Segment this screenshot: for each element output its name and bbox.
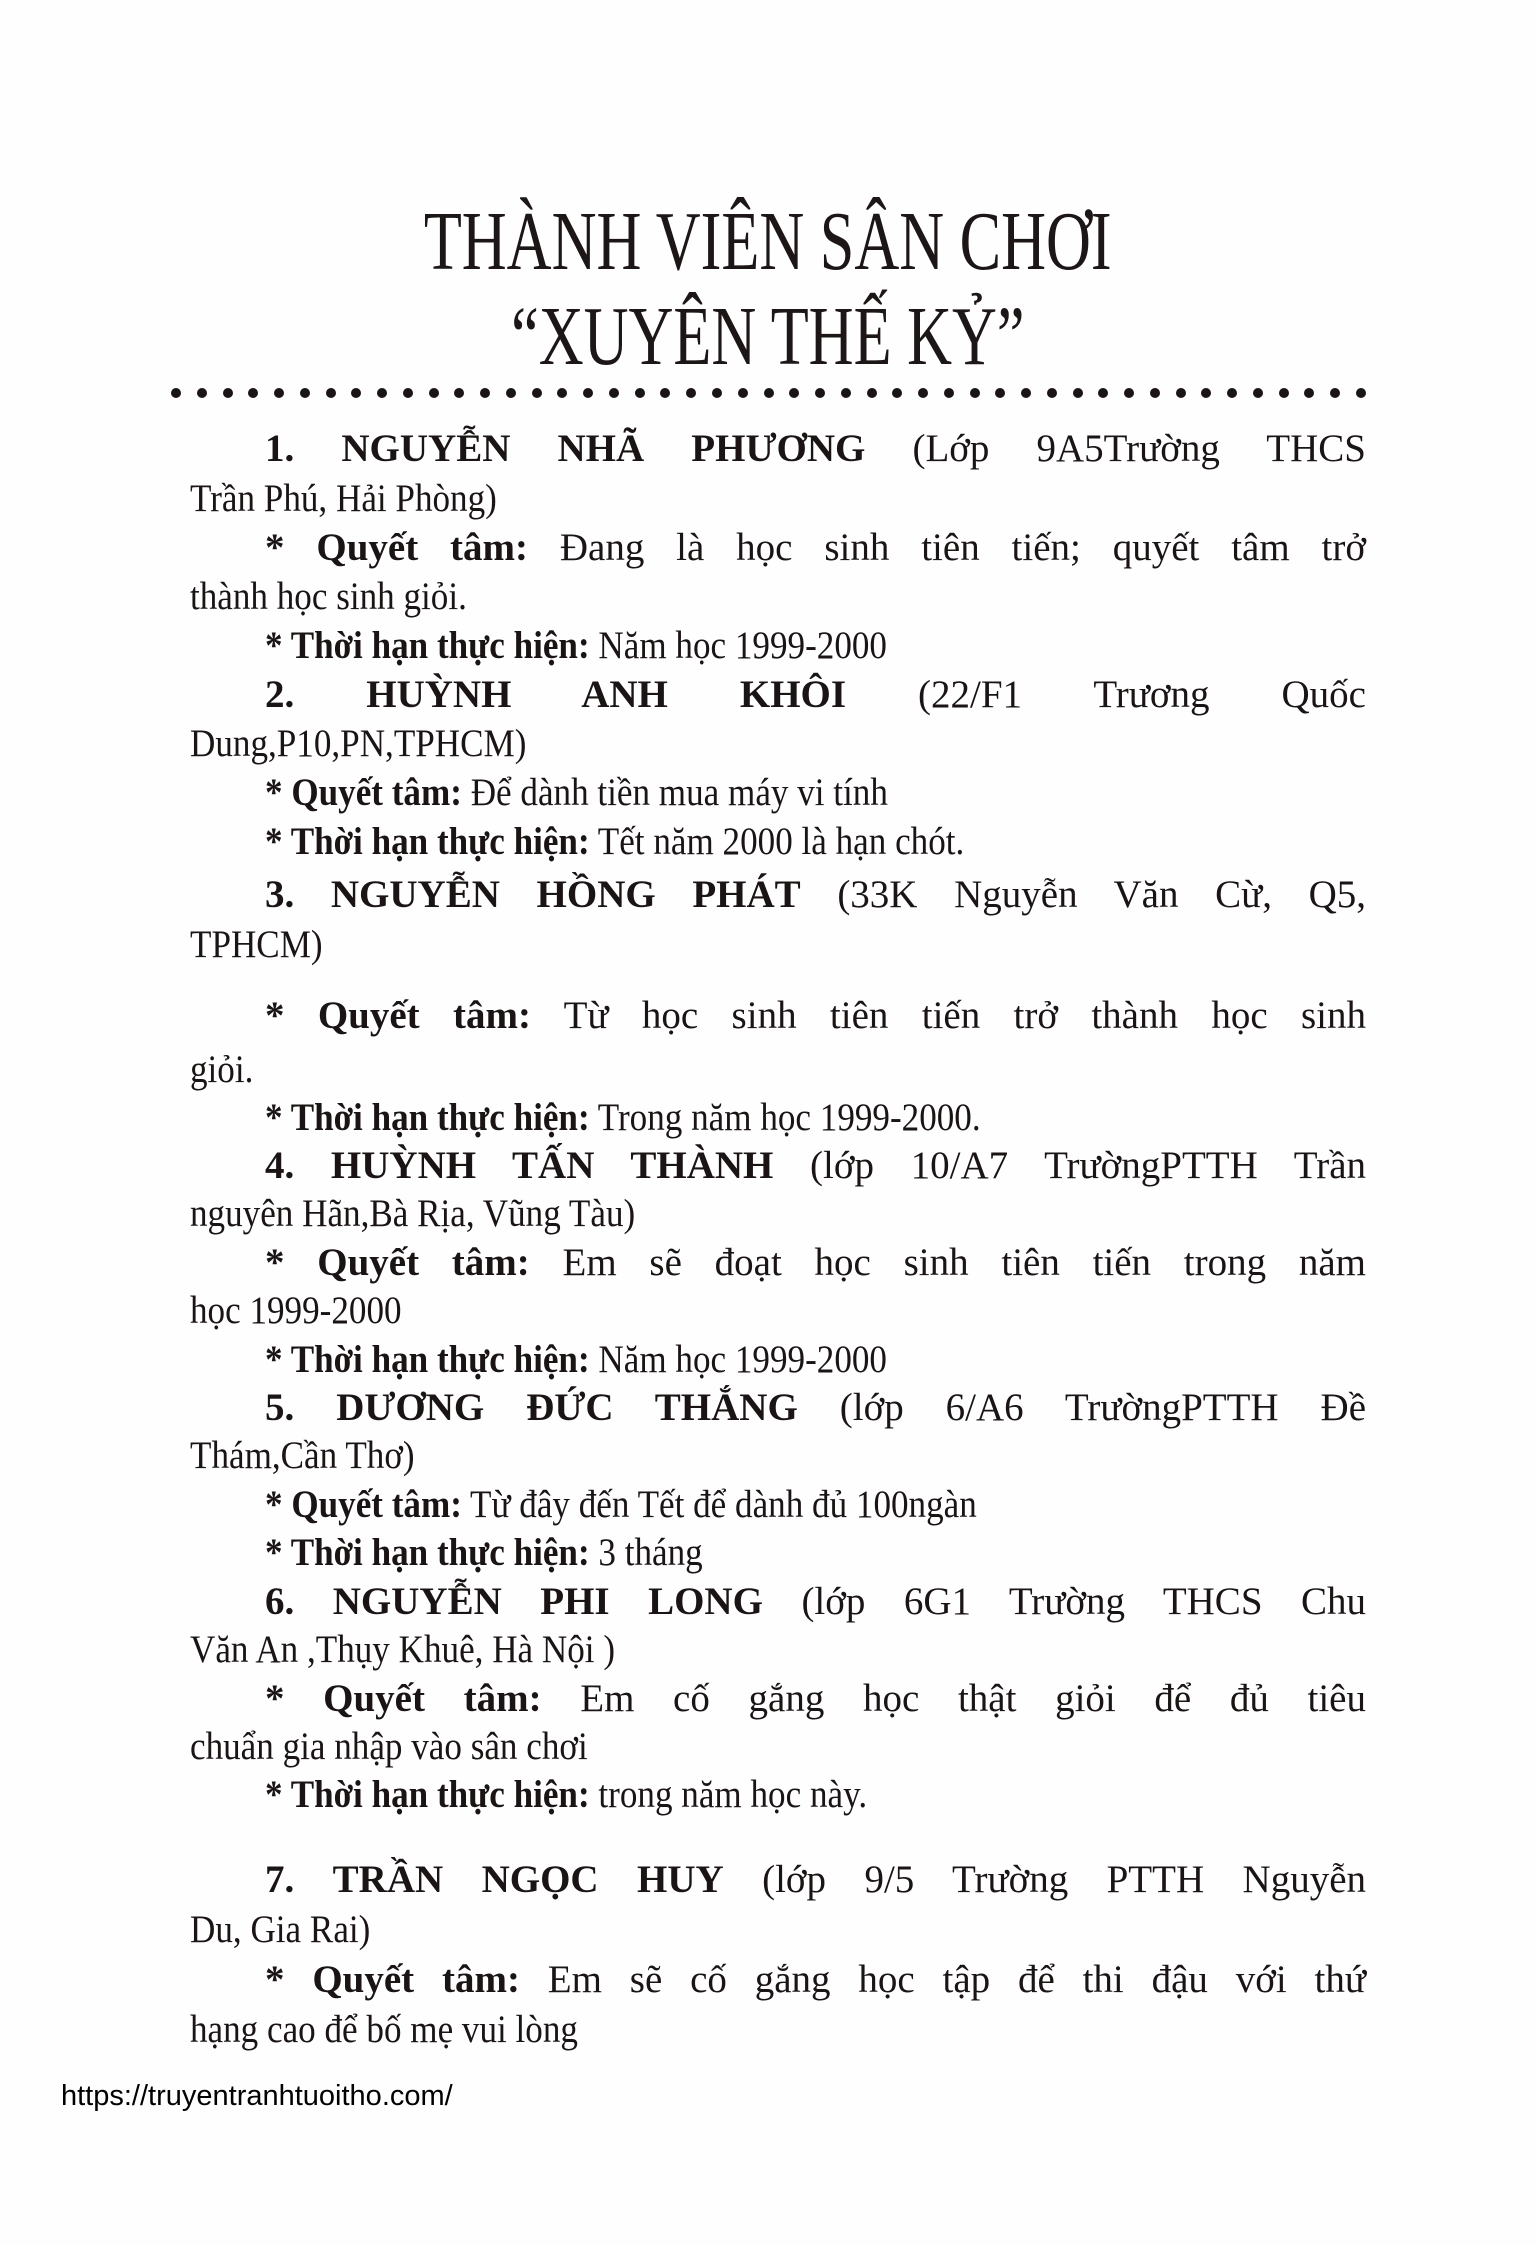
- separator-dot: [944, 388, 954, 398]
- resolve-text: Em sẽ đoạt học sinh tiên tiến trong năm: [562, 1241, 1367, 1284]
- member-info: (lớp 9/5 Trường PTTH Nguyễn: [762, 1858, 1367, 1901]
- resolve-label: * Quyết tâm:: [265, 1241, 530, 1284]
- separator-dot: [326, 388, 336, 398]
- resolve-text: Em sẽ cố gắng học tập để thi đậu với thứ: [547, 1958, 1366, 2001]
- member-info: (22/F1 Trương Quốc: [918, 673, 1366, 716]
- separator-dot: [274, 388, 284, 398]
- deadline-label: * Thời hạn thực hiện:: [265, 1338, 590, 1381]
- separator-dot: [506, 388, 516, 398]
- separator-dot: [867, 388, 877, 398]
- resolve-text-cont: hạng cao để bố mẹ vui lòng: [190, 2008, 578, 2051]
- member-6-resolve: [265, 1674, 1366, 1724]
- separator-dot: [583, 388, 593, 398]
- separator-dot: [1201, 388, 1211, 398]
- member-name: NGUYỄN NHÃ PHƯƠNG: [341, 427, 866, 470]
- separator-dot: [171, 388, 181, 398]
- member-1-info-cont: [190, 474, 1366, 524]
- separator-dot: [1021, 388, 1031, 398]
- separator-dot: [557, 388, 567, 398]
- deadline-label: * Thời hạn thực hiện:: [265, 820, 590, 863]
- member-name: NGUYỄN HỒNG PHÁT: [330, 873, 801, 916]
- member-info-cont: Dung,P10,PN,TPHCM): [190, 722, 527, 765]
- deadline-text: 3 tháng: [598, 1531, 703, 1574]
- member-3-resolve-cont: [190, 1045, 1366, 1095]
- member-info-cont: Thám,Cần Thơ): [190, 1434, 415, 1477]
- member-name: TRẦN NGỌC HUY: [332, 1858, 724, 1901]
- member-7-header: [265, 1855, 1366, 1905]
- member-2-header: [265, 670, 1366, 720]
- separator-dot: [892, 388, 902, 398]
- separator-dot: [1356, 388, 1366, 398]
- member-number: 1.: [265, 427, 295, 470]
- separator-dot: [1279, 388, 1289, 398]
- member-3-info-cont: [190, 920, 1366, 970]
- member-info: (lớp 10/A7 TrườngPTTH Trần: [810, 1144, 1366, 1187]
- resolve-label: * Quyết tâm:: [265, 1958, 520, 2001]
- deadline-text: Năm học 1999-2000: [598, 624, 887, 667]
- member-5-header: [265, 1383, 1366, 1433]
- separator-dot: [197, 388, 207, 398]
- member-7-info-cont: [190, 1905, 1366, 1955]
- separator-dot: [351, 388, 361, 398]
- member-5-resolve: [265, 1480, 1366, 1530]
- separator-dot: [377, 388, 387, 398]
- deadline-text: Năm học 1999-2000: [598, 1338, 887, 1381]
- separator-dot: [609, 388, 619, 398]
- member-number: 6.: [265, 1580, 295, 1623]
- member-number: 7.: [265, 1858, 295, 1901]
- separator-dot: [635, 388, 645, 398]
- page-title-line-1: [0, 195, 1536, 288]
- member-6-header: [265, 1577, 1366, 1627]
- member-2-deadline: [265, 817, 1366, 867]
- separator-dot: [841, 388, 851, 398]
- member-6-info-cont: [190, 1625, 1366, 1675]
- separator-dot: [403, 388, 413, 398]
- deadline-label: * Thời hạn thực hiện:: [265, 1096, 590, 1139]
- resolve-text: Đang là học sinh tiên tiến; quyết tâm trở: [559, 526, 1366, 569]
- member-name: NGUYỄN PHI LONG: [332, 1580, 763, 1623]
- member-7-resolve: [265, 1955, 1366, 2005]
- member-1-deadline: [265, 621, 1366, 671]
- member-4-resolve: [265, 1238, 1366, 1288]
- deadline-text: trong năm học này.: [598, 1773, 868, 1816]
- separator-dot: [1330, 388, 1340, 398]
- resolve-label: * Quyết tâm:: [265, 1483, 462, 1526]
- resolve-label: * Quyết tâm:: [265, 771, 462, 814]
- member-2-resolve: [265, 768, 1366, 818]
- member-info: (Lớp 9A5Trường THCS: [912, 427, 1366, 470]
- separator-dot: [532, 388, 542, 398]
- dotted-separator: [171, 388, 1371, 400]
- resolve-text-cont: học 1999-2000: [190, 1289, 402, 1332]
- deadline-label: * Thời hạn thực hiện:: [265, 1773, 590, 1816]
- member-4-resolve-cont: [190, 1286, 1366, 1336]
- separator-dot: [1253, 388, 1263, 398]
- member-info-cont: Văn An ,Thụy Khuê, Hà Nội ): [190, 1628, 616, 1671]
- separator-dot: [1227, 388, 1237, 398]
- resolve-text-cont: chuẩn gia nhập vào sân chơi: [190, 1725, 588, 1768]
- deadline-text: Tết năm 2000 là hạn chót.: [597, 820, 965, 863]
- member-3-deadline: [265, 1093, 1366, 1143]
- separator-dot: [1073, 388, 1083, 398]
- resolve-text-cont: giỏi.: [190, 1048, 254, 1091]
- separator-dot: [429, 388, 439, 398]
- member-3-header: [265, 870, 1366, 920]
- separator-dot: [1047, 388, 1057, 398]
- separator-dot: [712, 388, 722, 398]
- member-number: 5.: [265, 1386, 295, 1429]
- separator-dot: [686, 388, 696, 398]
- member-info: (lớp 6G1 Trường THCS Chu: [801, 1580, 1367, 1623]
- member-info-cont: TPHCM): [190, 923, 323, 966]
- member-name: DƯƠNG ĐỨC THẮNG: [336, 1386, 798, 1429]
- resolve-label: * Quyết tâm:: [265, 994, 531, 1037]
- resolve-text: Từ học sinh tiên tiến trở thành học sinh: [563, 994, 1366, 1037]
- member-6-resolve-cont: [190, 1722, 1366, 1772]
- member-info-cont: Trần Phú, Hải Phòng): [190, 477, 497, 520]
- separator-dot: [248, 388, 258, 398]
- separator-dot: [454, 388, 464, 398]
- member-5-deadline: [265, 1528, 1366, 1578]
- member-1-resolve-cont: [190, 572, 1366, 622]
- separator-dot: [738, 388, 748, 398]
- separator-dot: [223, 388, 233, 398]
- separator-dot: [1124, 388, 1134, 398]
- separator-dot: [1150, 388, 1160, 398]
- separator-dot: [1304, 388, 1314, 398]
- member-info: (lớp 6/A6 TrườngPTTH Đề: [839, 1386, 1367, 1429]
- page-title-line-2: [0, 290, 1536, 383]
- resolve-label: * Quyết tâm:: [265, 526, 528, 569]
- separator-dot: [815, 388, 825, 398]
- member-number: 2.: [265, 673, 295, 716]
- resolve-text: Để dành tiền mua máy vi tính: [470, 771, 888, 814]
- deadline-label: * Thời hạn thực hiện:: [265, 1531, 590, 1574]
- separator-dot: [1176, 388, 1186, 398]
- deadline-text: Trong năm học 1999-2000.: [597, 1096, 981, 1139]
- separator-dot: [789, 388, 799, 398]
- separator-dot: [970, 388, 980, 398]
- separator-dot: [660, 388, 670, 398]
- watermark-url[interactable]: https://truyentranhtuoitho.com/: [61, 2080, 453, 2112]
- title-text-1: THÀNH VIÊN SÂN CHƠI: [424, 195, 1112, 288]
- member-7-resolve-cont: [190, 2005, 1366, 2055]
- separator-dot: [480, 388, 490, 398]
- separator-dot: [764, 388, 774, 398]
- resolve-label: * Quyết tâm:: [265, 1677, 542, 1720]
- member-5-info-cont: [190, 1431, 1366, 1481]
- member-number: 4.: [265, 1144, 295, 1187]
- member-4-header: [265, 1141, 1366, 1191]
- member-name: HUỲNH ANH KHÔI: [366, 673, 847, 716]
- member-6-deadline: [265, 1770, 1366, 1820]
- member-1-resolve: [265, 523, 1366, 573]
- separator-dot: [1098, 388, 1108, 398]
- member-3-resolve: [265, 991, 1366, 1041]
- resolve-text: Em cố gắng học thật giỏi để đủ tiêu: [580, 1677, 1366, 1720]
- member-4-deadline: [265, 1335, 1366, 1385]
- member-4-info-cont: [190, 1189, 1366, 1239]
- member-number: 3.: [265, 873, 295, 916]
- separator-dot: [918, 388, 928, 398]
- resolve-text-cont: thành học sinh giỏi.: [190, 575, 467, 618]
- member-name: HUỲNH TẤN THÀNH: [330, 1144, 774, 1187]
- member-1-header: [265, 424, 1366, 474]
- deadline-label: * Thời hạn thực hiện:: [265, 624, 590, 667]
- separator-dot: [300, 388, 310, 398]
- member-2-info-cont: [190, 719, 1366, 769]
- member-info-cont: Du, Gia Rai): [190, 1908, 371, 1951]
- title-text-2: “XUYÊN THẾ KỶ”: [511, 290, 1025, 383]
- separator-dot: [995, 388, 1005, 398]
- resolve-text: Từ đây đến Tết để dành đủ 100ngàn: [470, 1483, 977, 1526]
- member-info-cont: nguyên Hãn,Bà Rịa, Vũng Tàu): [190, 1192, 636, 1235]
- member-info: (33K Nguyễn Văn Cừ, Q5,: [837, 873, 1367, 916]
